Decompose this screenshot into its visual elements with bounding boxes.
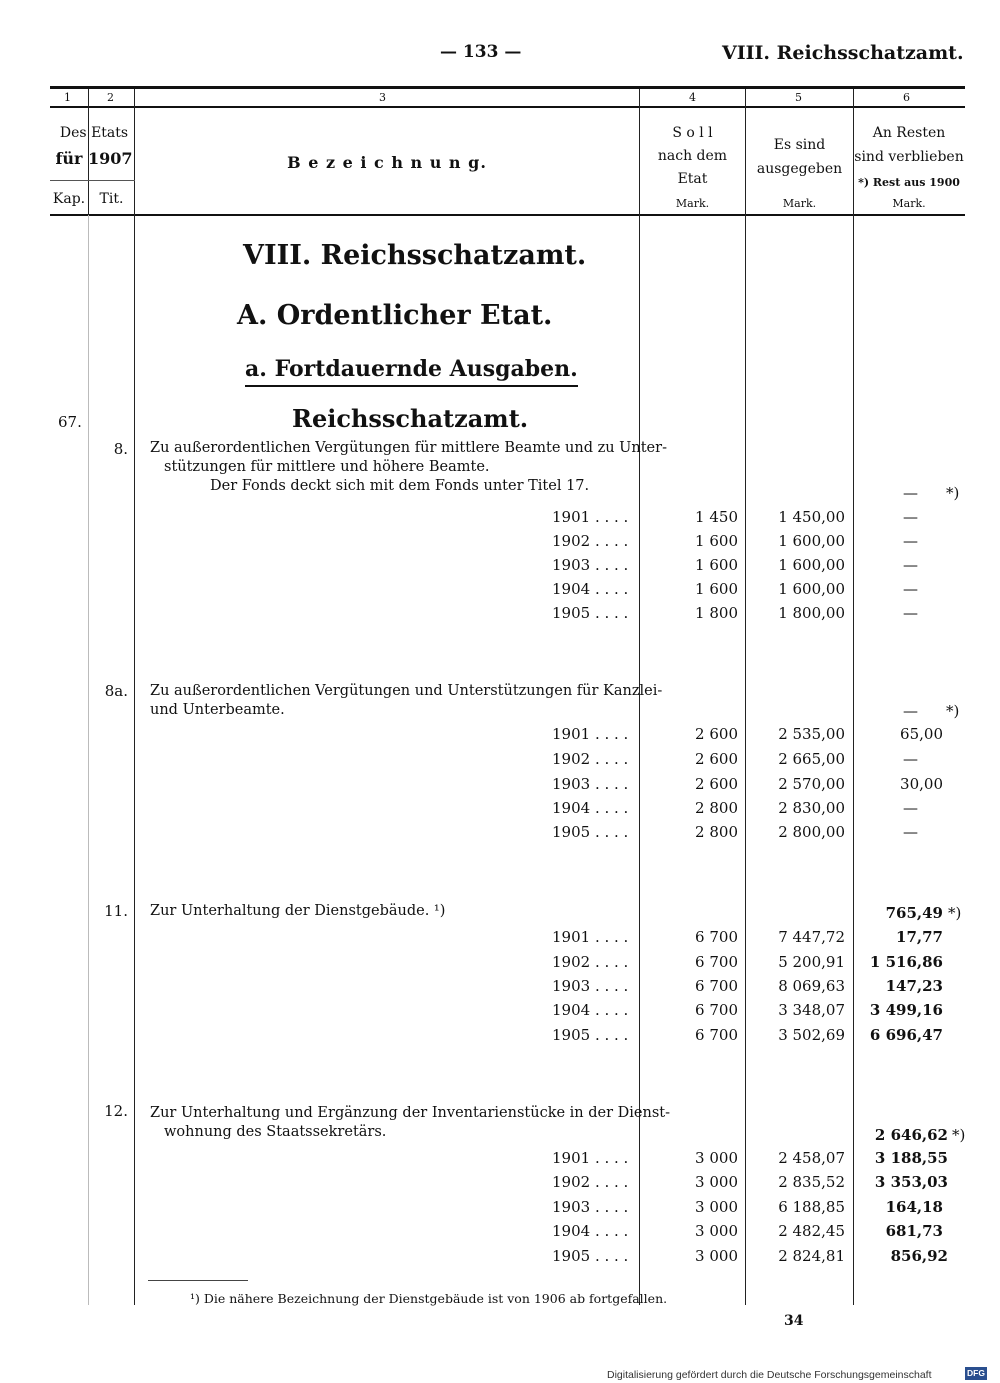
- soll-value: 2 800: [695, 799, 738, 817]
- footnote-rule: [148, 1280, 248, 1281]
- rest-value: 17,77: [896, 928, 943, 946]
- ausgegeben-value: 2 830,00: [778, 799, 845, 817]
- soll-value: 3 000: [695, 1149, 738, 1167]
- column-divider-kap-tit: [88, 215, 89, 1305]
- header-mark-5: Mark.: [782, 197, 817, 210]
- soll-value: 6 700: [695, 953, 738, 971]
- ausgegeben-value: 2 482,45: [778, 1222, 845, 1240]
- ausgegeben-value: 2 824,81: [778, 1247, 845, 1265]
- ausgegeben-value: 3 502,69: [778, 1026, 845, 1044]
- header-tit: Tit.: [99, 191, 124, 207]
- rest-1900-value: —: [903, 484, 918, 502]
- header-mark-6: Mark.: [892, 197, 926, 210]
- rest-1900-value: —: [903, 702, 918, 720]
- ausgegeben-value: 2 800,00: [778, 823, 845, 841]
- year-label: 1903 . . . .: [552, 977, 629, 995]
- header-reste-2: sind verblieben: [854, 149, 964, 165]
- year-label: 1903 . . . .: [552, 1198, 629, 1216]
- rest-1900-value: 2 646,62: [874, 1126, 948, 1144]
- soll-value: 2 600: [695, 725, 738, 743]
- colnum-5: 5: [795, 91, 802, 104]
- colnum-1: 1: [64, 91, 71, 104]
- tit-number: 8.: [113, 440, 128, 458]
- year-label: 1903 . . . .: [552, 775, 629, 793]
- soll-value: 6 700: [695, 928, 738, 946]
- ausgegeben-value: 2 835,52: [778, 1173, 845, 1191]
- ausgegeben-value: 3 348,07: [778, 1001, 845, 1019]
- soll-value: 6 700: [695, 1001, 738, 1019]
- rest-value: 6 696,47: [869, 1026, 943, 1044]
- rest-1900-marker: *): [946, 484, 960, 502]
- soll-value: 3 000: [695, 1222, 738, 1240]
- header-bottom-rule: [50, 214, 965, 216]
- rest-1900-marker: *): [952, 1126, 966, 1144]
- running-title: VIII. Reichsschatzamt.: [722, 42, 964, 64]
- tit-number: 8a.: [104, 682, 128, 700]
- year-label: 1904 . . . .: [552, 580, 629, 598]
- soll-value: 2 600: [695, 750, 738, 768]
- soll-value: 1 600: [695, 580, 738, 598]
- footnote: ¹) Die nähere Bezeichnung der Dienstgebäude ist von 1906 ab fortgefallen.: [190, 1291, 668, 1306]
- rest-value: 65,00: [900, 725, 943, 743]
- section-subtitle: A. Ordentlicher Etat.: [237, 300, 553, 331]
- soll-value: 3 000: [695, 1198, 738, 1216]
- chapter-title: Reichsschatzamt.: [292, 404, 529, 433]
- header-soll-2: nach dem: [657, 148, 728, 164]
- colnum-3: 3: [379, 91, 386, 104]
- title-description-line: Zur Unterhaltung der Dienstgebäude. ¹): [150, 903, 446, 919]
- rest-value: 681,73: [885, 1222, 943, 1240]
- soll-value: 2 600: [695, 775, 738, 793]
- year-label: 1904 . . . .: [552, 1222, 629, 1240]
- header-soll-3: Etat: [677, 171, 708, 187]
- tit-number: 12.: [104, 1102, 128, 1120]
- header-soll-1: S o l l: [672, 125, 713, 141]
- title-description-line: Zu außerordentlichen Vergütungen und Unterstützungen für Kanzlei-: [150, 683, 663, 699]
- ausgegeben-value: 5 200,91: [778, 953, 845, 971]
- header-reste-1: An Resten: [872, 125, 946, 141]
- rest-value: 3 188,55: [874, 1149, 948, 1167]
- rest-value: 30,00: [900, 775, 943, 793]
- rest-value: —: [903, 799, 918, 817]
- colnum-2: 2: [107, 91, 114, 104]
- rest-value: 164,18: [885, 1198, 943, 1216]
- ausgegeben-value: 2 570,00: [778, 775, 845, 793]
- ausgegeben-value: 2 535,00: [778, 725, 845, 743]
- soll-value: 1 450: [695, 508, 738, 526]
- year-label: 1902 . . . .: [552, 532, 629, 550]
- ausgegeben-value: 1 600,00: [778, 556, 845, 574]
- column-divider-tit-desc: [134, 89, 135, 1305]
- column-divider-ausgegeben-reste: [853, 89, 854, 1305]
- year-label: 1902 . . . .: [552, 953, 629, 971]
- rest-value: —: [903, 580, 918, 598]
- rest-1900-marker: *): [948, 904, 962, 922]
- year-label: 1905 . . . .: [552, 823, 629, 841]
- soll-value: 3 000: [695, 1247, 738, 1265]
- header-mark-4: Mark.: [675, 197, 710, 210]
- header-ausgegeben-2: ausgegeben: [756, 161, 843, 177]
- ausgegeben-value: 6 188,85: [778, 1198, 845, 1216]
- soll-value: 6 700: [695, 1026, 738, 1044]
- soll-value: 3 000: [695, 1173, 738, 1191]
- signature-mark: 34: [784, 1313, 804, 1329]
- title-description-line: stützungen für mittlere und höhere Beamte.: [164, 459, 490, 475]
- header-etats-line2: für 1907: [55, 149, 133, 168]
- rest-value: —: [903, 556, 918, 574]
- header-etats-line1: Des Etats: [59, 125, 129, 141]
- rest-value: 1 516,86: [869, 953, 943, 971]
- rest-value: 147,23: [885, 977, 943, 995]
- ausgegeben-value: 1 600,00: [778, 532, 845, 550]
- ausgegeben-value: 1 450,00: [778, 508, 845, 526]
- rest-value: —: [903, 604, 918, 622]
- year-label: 1903 . . . .: [552, 556, 629, 574]
- year-label: 1901 . . . .: [552, 508, 629, 526]
- title-description-line: wohnung des Staatssekretärs.: [164, 1124, 387, 1140]
- year-label: 1904 . . . .: [552, 799, 629, 817]
- digitization-note: Digitalisierung gefördert durch die Deutsche Forschungsgemeinschaft: [607, 1369, 932, 1381]
- chapter-kap-number: 67.: [58, 413, 82, 431]
- rest-1900-marker: *): [946, 702, 960, 720]
- ausgegeben-value: 2 665,00: [778, 750, 845, 768]
- ausgegeben-value: 2 458,07: [778, 1149, 845, 1167]
- colnum-6: 6: [903, 91, 910, 104]
- rest-value: —: [903, 750, 918, 768]
- year-label: 1902 . . . .: [552, 1173, 629, 1191]
- year-label: 1901 . . . .: [552, 928, 629, 946]
- rest-value: —: [903, 508, 918, 526]
- section-sub-subtitle: a. Fortdauernde Ausgaben.: [245, 356, 578, 387]
- header-ausgegeben-1: Es sind: [773, 137, 826, 153]
- page-number: — 133 —: [440, 42, 522, 62]
- dfg-logo: DFG: [965, 1367, 987, 1380]
- header-reste-3: *) Rest aus 1900: [858, 176, 960, 189]
- year-label: 1905 . . . .: [552, 1026, 629, 1044]
- title-note-line: Der Fonds deckt sich mit dem Fonds unter Titel 17.: [210, 478, 590, 494]
- ausgegeben-value: 1 600,00: [778, 580, 845, 598]
- header-bezeichnung: B e z e i c h n u n g.: [287, 153, 487, 172]
- title-description-line: Zu außerordentlichen Vergütungen für mittlere Beamte und zu Unter-: [150, 440, 667, 456]
- rest-value: 856,92: [890, 1247, 948, 1265]
- tit-number: 11.: [104, 902, 128, 920]
- year-label: 1901 . . . .: [552, 1149, 629, 1167]
- rest-value: —: [903, 532, 918, 550]
- colnum-4: 4: [689, 91, 696, 104]
- soll-value: 1 800: [695, 604, 738, 622]
- rest-value: 3 499,16: [869, 1001, 943, 1019]
- section-title: VIII. Reichsschatzamt.: [243, 240, 587, 271]
- header-kap-tit-rule: [50, 180, 135, 181]
- column-number-rule: [50, 106, 965, 108]
- soll-value: 2 800: [695, 823, 738, 841]
- soll-value: 1 600: [695, 556, 738, 574]
- top-rule: [50, 86, 965, 89]
- soll-value: 6 700: [695, 977, 738, 995]
- title-description-line: Zur Unterhaltung und Ergänzung der Inventarienstücke in der Dienst-: [150, 1105, 671, 1121]
- year-label: 1902 . . . .: [552, 750, 629, 768]
- column-divider-soll-ausgegeben: [745, 89, 746, 1305]
- year-label: 1905 . . . .: [552, 604, 629, 622]
- rest-value: 3 353,03: [874, 1173, 948, 1191]
- title-description-line: und Unterbeamte.: [150, 702, 285, 718]
- year-label: 1905 . . . .: [552, 1247, 629, 1265]
- ausgegeben-value: 8 069,63: [778, 977, 845, 995]
- soll-value: 1 600: [695, 532, 738, 550]
- ausgegeben-value: 7 447,72: [778, 928, 845, 946]
- rest-value: —: [903, 823, 918, 841]
- ausgegeben-value: 1 800,00: [778, 604, 845, 622]
- year-label: 1901 . . . .: [552, 725, 629, 743]
- header-kap: Kap.: [52, 191, 86, 207]
- rest-1900-value: 765,49: [885, 904, 943, 922]
- year-label: 1904 . . . .: [552, 1001, 629, 1019]
